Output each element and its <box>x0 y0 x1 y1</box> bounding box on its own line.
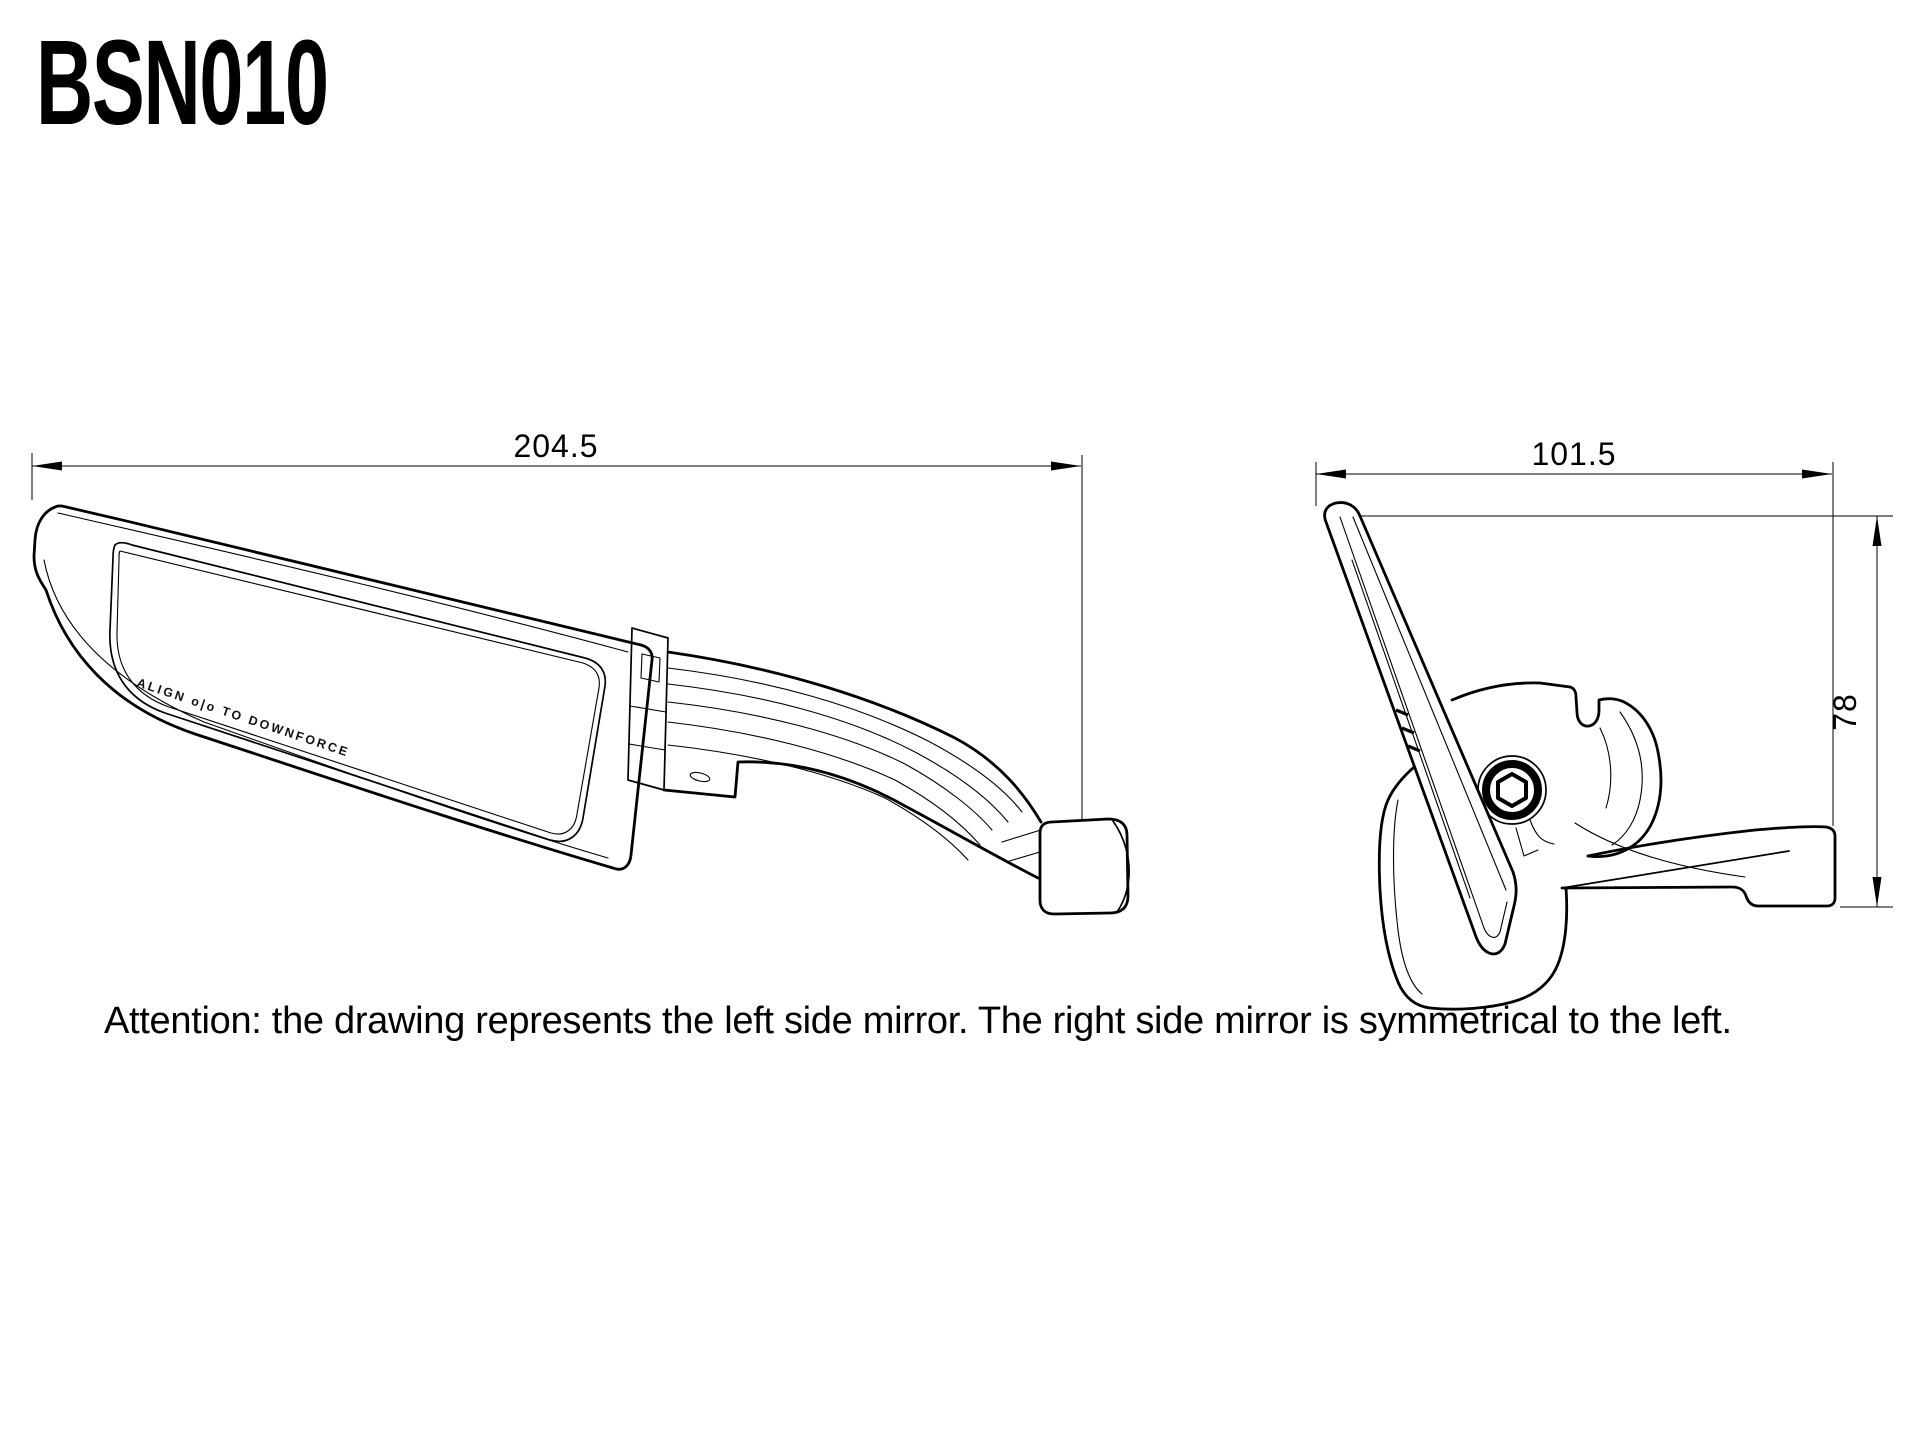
left-view <box>32 428 1129 914</box>
product-code-title: BSN010 <box>36 14 328 150</box>
attention-note: Attention: the drawing represents the left side mirror. The right side mirror is symmetrical to the left. <box>104 1000 1732 1042</box>
arrowhead-right <box>1802 470 1832 479</box>
foot-contour <box>1394 800 1423 994</box>
hex-socket <box>1498 774 1526 806</box>
dim-value-right-height: 78 <box>1827 693 1863 731</box>
glass-etch-text: ALIGN o|o TO DOWNFORCE <box>135 675 352 760</box>
end-cap-outline <box>1040 819 1128 914</box>
arm-contour <box>668 722 980 845</box>
panel-inner-left <box>1340 517 1484 928</box>
arm-end-cap <box>1040 819 1129 914</box>
mount-base <box>1562 823 1835 906</box>
arrowhead-left <box>32 462 62 471</box>
mirror-panel-edge <box>1325 503 1517 954</box>
pivot-ring <box>1486 764 1538 816</box>
mount-contour <box>1600 728 1611 808</box>
panel-inner-right <box>1353 517 1506 890</box>
right-view <box>1316 436 1893 1009</box>
mount-contour <box>1612 712 1642 845</box>
arm-contour <box>668 684 1008 822</box>
pivot-clamp-line <box>1530 820 1554 844</box>
arm-bottom-edge <box>664 762 1038 878</box>
arm-screw-hole <box>689 771 710 784</box>
dim-value-right-width: 101.5 <box>1531 436 1617 472</box>
arrowhead-down <box>1873 877 1882 907</box>
dim-value-left-width: 204.5 <box>513 428 599 464</box>
base-contour <box>1575 823 1745 877</box>
panel-outline <box>1325 503 1517 954</box>
arm-contour <box>668 668 1022 812</box>
arrowhead-left <box>1316 470 1346 479</box>
arm-contour <box>668 745 968 860</box>
mirror-arm <box>664 652 1060 878</box>
arrowhead-right <box>1051 462 1081 471</box>
pivot-pointer <box>1516 828 1538 856</box>
arrowhead-up <box>1873 516 1882 546</box>
